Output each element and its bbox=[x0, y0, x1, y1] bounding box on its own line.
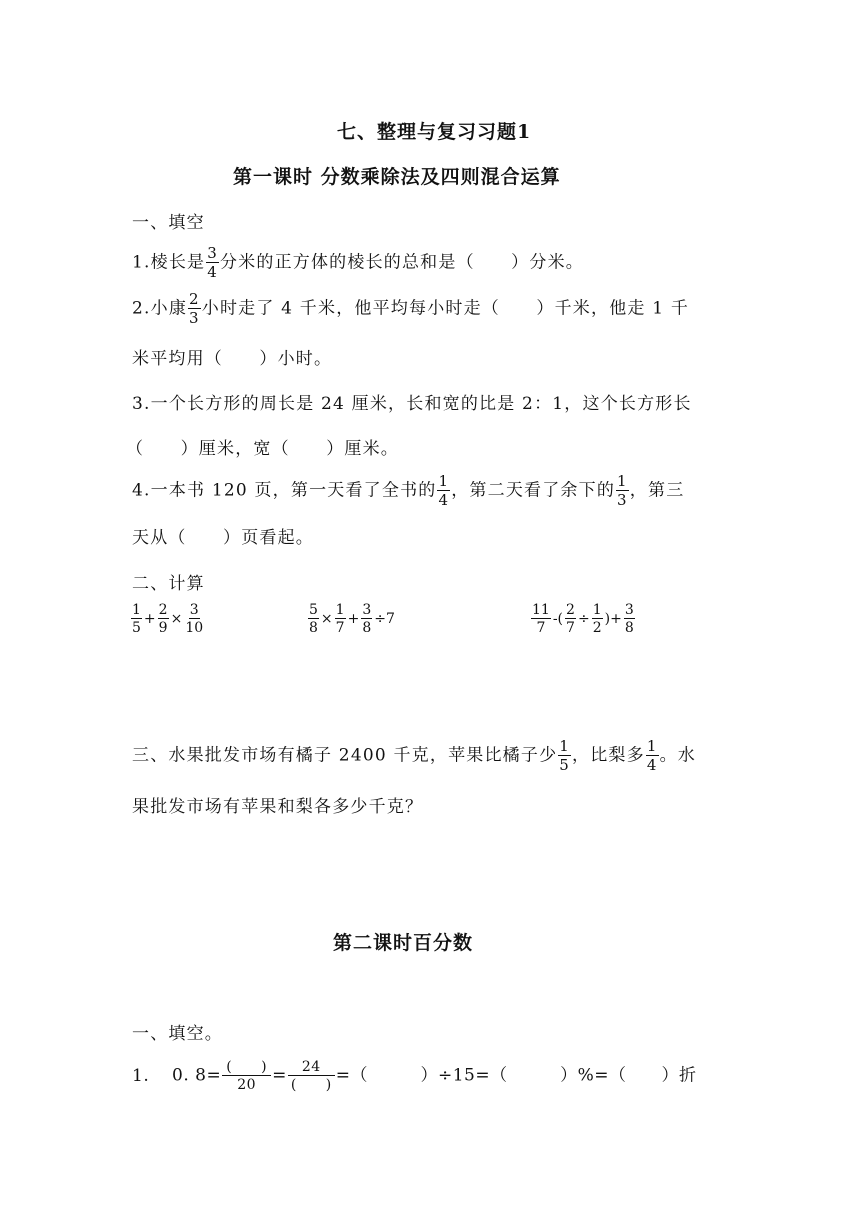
section3-problem bbox=[132, 739, 696, 773]
fraction-denominator: 5 bbox=[559, 756, 571, 774]
fraction bbox=[308, 603, 319, 635]
operator: ÷7 bbox=[374, 611, 395, 627]
operator: + bbox=[347, 611, 360, 627]
q1-text-a: 1.棱长是 bbox=[132, 252, 206, 273]
operator: -( bbox=[552, 611, 564, 627]
fraction-numerator: 11 bbox=[532, 602, 550, 618]
calc-expression-2 bbox=[307, 603, 396, 635]
fraction-denominator: 3 bbox=[617, 491, 628, 509]
fraction-numerator: 2 bbox=[566, 602, 575, 618]
fraction bbox=[131, 603, 142, 635]
fraction-numerator: 1 bbox=[438, 472, 450, 490]
lesson2-title: 第二课时百分数 bbox=[333, 932, 474, 954]
fraction-denominator: 7 bbox=[335, 620, 345, 636]
main-title: 七、整理与复习习题1 bbox=[337, 121, 532, 143]
fraction-numerator: 1 bbox=[335, 602, 345, 618]
section3-problem-cont: 果批发市场有苹果和梨各多少千克？ bbox=[132, 797, 424, 817]
fraction-numerator: 24 bbox=[288, 1060, 335, 1076]
q4-text-a: 4.一本书 120 页，第一天看了全书的 bbox=[132, 480, 437, 501]
fraction-denominator: 8 bbox=[624, 620, 634, 636]
question-4-cont: 天从（ ）页看起。 bbox=[132, 528, 314, 548]
question-2-cont: 米平均用（ ）小时。 bbox=[132, 349, 333, 369]
equals-sign: = bbox=[272, 1065, 287, 1086]
operator: ÷ bbox=[577, 611, 590, 627]
fraction-denominator: 7 bbox=[536, 620, 546, 636]
fraction bbox=[565, 603, 576, 635]
fraction-numerator: 3 bbox=[189, 602, 199, 618]
question-2 bbox=[132, 292, 689, 326]
question-3: 3.一个长方形的周长是 24 厘米，长和宽的比是 2：1，这个长方形长 bbox=[132, 394, 692, 414]
q2-text-b: 小时走了 4 千米，他平均每小时走（ ）千米，他走 1 千 bbox=[201, 298, 690, 319]
fraction-numerator: 2 bbox=[158, 602, 168, 618]
calc-expression-1 bbox=[130, 603, 205, 635]
fraction-numerator: 2 bbox=[189, 290, 200, 308]
fraction-denominator: 8 bbox=[362, 620, 372, 636]
calc-expression-3 bbox=[530, 603, 636, 635]
fraction bbox=[646, 739, 659, 773]
fraction-denominator: 4 bbox=[646, 756, 658, 774]
fraction bbox=[616, 474, 629, 508]
operator: )+ bbox=[604, 611, 622, 627]
fraction-denominator: 3 bbox=[189, 309, 200, 327]
s3-text-b: ，比梨多 bbox=[572, 745, 645, 766]
fraction-denominator: 2 bbox=[592, 620, 602, 636]
fraction bbox=[531, 603, 551, 635]
q4-text-b: ，第二天看了余下的 bbox=[451, 480, 616, 501]
question-4 bbox=[132, 474, 684, 508]
lesson2-heading: 一、填空。 bbox=[132, 1024, 223, 1044]
fraction-denominator: 10 bbox=[185, 620, 204, 636]
fraction bbox=[158, 603, 169, 635]
fraction bbox=[624, 603, 635, 635]
fraction bbox=[558, 739, 571, 773]
fraction bbox=[361, 603, 372, 635]
s3-text-c: 。水 bbox=[659, 745, 696, 766]
l2q1-text-b: =（ ）÷15=（ ）%=（ ）折 bbox=[335, 1065, 697, 1086]
fraction bbox=[335, 603, 346, 635]
operator: × bbox=[170, 611, 183, 627]
question-1 bbox=[132, 246, 584, 280]
fraction bbox=[206, 246, 219, 280]
fraction-denominator: 9 bbox=[158, 620, 168, 636]
q4-text-c: ，第三 bbox=[629, 480, 685, 501]
fraction-denominator: 7 bbox=[566, 620, 575, 636]
question-number: 1. bbox=[132, 1065, 150, 1086]
fraction-denominator: ( ) bbox=[290, 1077, 332, 1093]
fraction-denominator: 5 bbox=[132, 620, 141, 636]
fraction-numerator: 3 bbox=[207, 244, 218, 262]
lesson2-question-1 bbox=[132, 1060, 696, 1092]
fraction-numerator: ( ) bbox=[222, 1060, 271, 1076]
fraction-numerator: 1 bbox=[132, 602, 141, 618]
l2q1-text-a: 0. 8= bbox=[172, 1065, 222, 1086]
fraction-numerator: 3 bbox=[624, 602, 634, 618]
operator: + bbox=[143, 611, 156, 627]
fraction-denominator: 4 bbox=[207, 263, 218, 281]
section1-heading: 一、填空 bbox=[132, 213, 205, 233]
fraction-numerator: 3 bbox=[362, 602, 372, 618]
fraction-numerator: 1 bbox=[592, 602, 602, 618]
question-3-cont: （ ）厘米，宽（ ）厘米。 bbox=[126, 439, 399, 459]
fraction-numerator: 1 bbox=[559, 737, 571, 755]
fraction-denominator: 20 bbox=[237, 1077, 257, 1093]
fraction bbox=[592, 603, 603, 635]
lesson1-title: 第一课时 分数乘除法及四则混合运算 bbox=[233, 166, 561, 188]
s3-text-a: 三、水果批发市场有橘子 2400 千克，苹果比橘子少 bbox=[132, 745, 558, 766]
q1-text-b: 分米的正方体的棱长的总和是（ ）分米。 bbox=[219, 252, 584, 273]
fraction-numerator: 5 bbox=[309, 602, 318, 618]
fraction-denominator: 8 bbox=[309, 620, 318, 636]
fraction-denominator: 4 bbox=[438, 491, 450, 509]
fraction-numerator: 1 bbox=[617, 472, 628, 490]
fraction bbox=[188, 292, 201, 326]
operator: × bbox=[320, 611, 333, 627]
q2-text-a: 2.小康 bbox=[132, 298, 188, 319]
fraction bbox=[437, 474, 450, 508]
fraction-numerator: 1 bbox=[646, 737, 658, 755]
fraction bbox=[288, 1060, 335, 1092]
fraction bbox=[184, 603, 204, 635]
section2-heading: 二、计算 bbox=[132, 574, 205, 594]
fraction bbox=[222, 1060, 271, 1092]
